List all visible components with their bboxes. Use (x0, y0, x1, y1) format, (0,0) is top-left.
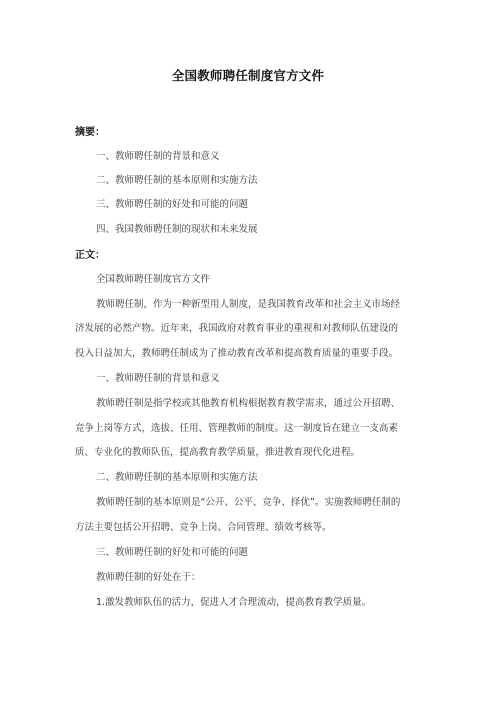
body-line-11: 方法主要包括公开招聘、竞争上岗、合同管理、绩效考核等。 (75, 522, 332, 533)
abstract-item-3: 三、教师聘任制的好处和可能的问题 (96, 199, 249, 210)
abstract-item-1: 一、教师聘任制的背景和意义 (96, 151, 220, 162)
body-line-3: 济发展的必然产物。近年来，我国政府对教育事业的重视和对教师队伍建设的 (75, 323, 399, 334)
body-line-6: 教师聘任制是指学校或其他教育机构根据教育教学需求，通过公开招聘、 (96, 398, 401, 409)
body-line-7: 竞争上岗等方式，选拔、任用、管理教师的制度。这一制度旨在建立一支高素 (75, 423, 399, 434)
body-line-1: 全国教师聘任制度官方文件 (96, 274, 211, 285)
body-line-8: 质、专业化的教师队伍，提高教育教学质量，推进教育现代化进程。 (75, 447, 361, 458)
body-line-10: 教师聘任制的基本原则是“公开、公平、竞争、择优”。实施教师聘任制的 (96, 497, 401, 508)
body-line-2: 教师聘任制，作为一种新型用人制度，是我国教育改革和社会主义市场经 (96, 299, 401, 310)
body-line-12: 三、教师聘任制的好处和可能的问题 (96, 547, 249, 558)
body-line-5: 一、教师聘任制的背景和意义 (96, 373, 220, 384)
body-line-9: 二、教师聘任制的基本原则和实施方法 (96, 472, 258, 483)
body-line-4: 投入日益加大，教师聘任制成为了推动教育改革和提高教育质量的重要手段。 (75, 348, 399, 359)
body-label: 正文： (75, 250, 105, 261)
abstract-label: 摘要： (75, 127, 105, 138)
document-title: 全国教师聘任制度官方文件 (171, 68, 325, 83)
abstract-item-2: 二、教师聘任制的基本原则和实施方法 (96, 175, 258, 186)
body-line-13: 教师聘任制的好处在于： (96, 572, 201, 583)
abstract-item-4: 四、我国教师聘任制的现状和未来发展 (96, 224, 258, 235)
body-line-14: 1.激发教师队伍的活力，促进人才合理流动，提高教育教学质量。 (96, 597, 372, 608)
